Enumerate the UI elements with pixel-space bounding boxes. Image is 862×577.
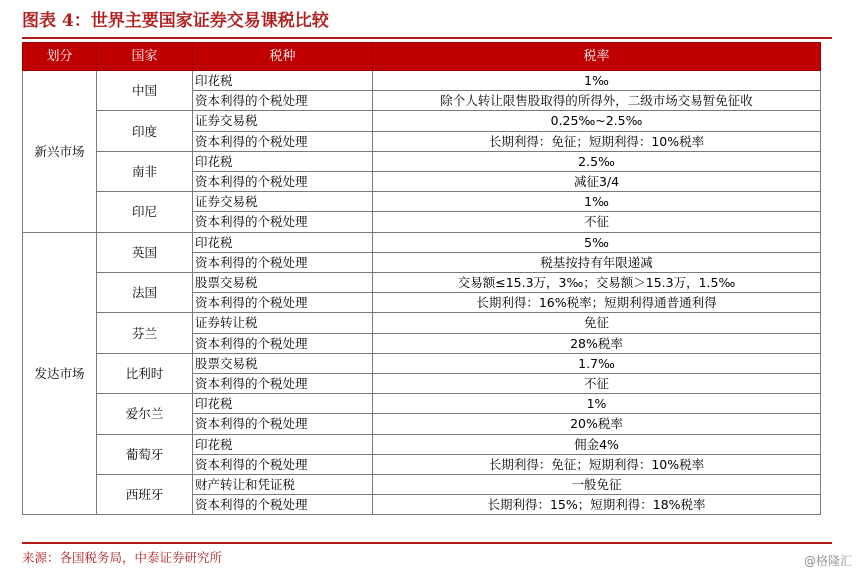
tax-type-cell: 财产转让和凭证税	[193, 475, 373, 495]
tax-type-cell: 资本利得的个税处理	[193, 91, 373, 111]
tax-type-cell: 印花税	[193, 232, 373, 252]
tax-rate-cell: 税基按持有年限递减	[373, 252, 821, 272]
tax-rate-cell: 长期利得：16%税率；短期利得通普通利得	[373, 293, 821, 313]
tax-rate-cell: 5‰	[373, 232, 821, 252]
table-row	[23, 273, 821, 293]
tax-type-cell: 资本利得的个税处理	[193, 172, 373, 192]
region-cell: 发达市场	[23, 232, 97, 515]
header-region: 划分	[23, 43, 97, 71]
title-rule	[22, 37, 832, 39]
tax-type-cell: 资本利得的个税处理	[193, 131, 373, 151]
tax-rate-cell: 20%税率	[373, 414, 821, 434]
footer-rule	[22, 542, 832, 544]
tax-type-cell: 印花税	[193, 71, 373, 91]
country-cell: 西班牙	[97, 475, 193, 515]
tax-type-cell: 印花税	[193, 151, 373, 171]
table-row	[23, 232, 821, 252]
table-row	[23, 394, 821, 414]
tax-type-cell: 股票交易税	[193, 273, 373, 293]
country-cell: 比利时	[97, 353, 193, 393]
tax-rate-cell: 除个人转让限售股取得的所得外，二级市场交易暂免征收	[373, 91, 821, 111]
tax-rate-cell: 1%	[373, 394, 821, 414]
tax-rate-cell: 交易额≤15.3万，3‰；交易额＞15.3万，1.5‰	[373, 273, 821, 293]
table-row	[23, 192, 821, 212]
table-row	[23, 313, 821, 333]
header-tax-rate: 税率	[373, 43, 821, 71]
tax-rate-cell: 1.7‰	[373, 353, 821, 373]
tax-type-cell: 资本利得的个税处理	[193, 495, 373, 515]
tax-type-cell: 证券交易税	[193, 192, 373, 212]
table-row	[23, 434, 821, 454]
tax-rate-cell: 减征3/4	[373, 172, 821, 192]
header-country: 国家	[97, 43, 193, 71]
table-header-row	[23, 43, 821, 71]
tax-rate-cell: 长期利得：免征；短期利得：10%税率	[373, 454, 821, 474]
tax-rate-cell: 不征	[373, 212, 821, 232]
country-cell: 爱尔兰	[97, 394, 193, 434]
tax-rate-cell: 0.25‰~2.5‰	[373, 111, 821, 131]
country-cell: 法国	[97, 273, 193, 313]
tax-type-cell: 资本利得的个税处理	[193, 374, 373, 394]
tax-rate-cell: 一般免征	[373, 475, 821, 495]
table-row	[23, 111, 821, 131]
country-cell: 英国	[97, 232, 193, 272]
tax-rate-cell: 1‰	[373, 71, 821, 91]
tax-rate-cell: 长期利得：免征；短期利得：10%税率	[373, 131, 821, 151]
tax-type-cell: 资本利得的个税处理	[193, 212, 373, 232]
table-row	[23, 71, 821, 91]
tax-type-cell: 资本利得的个税处理	[193, 293, 373, 313]
table-row	[23, 353, 821, 373]
country-cell: 葡萄牙	[97, 434, 193, 474]
figure-title: 图表 4：世界主要国家证券交易课税比较	[22, 11, 329, 31]
watermark: @格隆汇	[803, 554, 852, 568]
tax-type-cell: 资本利得的个税处理	[193, 252, 373, 272]
tax-type-cell: 证券转让税	[193, 313, 373, 333]
tax-type-cell: 资本利得的个税处理	[193, 414, 373, 434]
tax-rate-cell: 佣金4%	[373, 434, 821, 454]
header-tax-type: 税种	[193, 43, 373, 71]
tax-comparison-table	[22, 42, 821, 515]
tax-rate-cell: 不征	[373, 374, 821, 394]
tax-rate-cell: 长期利得：15%；短期利得：18%税率	[373, 495, 821, 515]
tax-type-cell: 印花税	[193, 394, 373, 414]
country-cell: 芬兰	[97, 313, 193, 353]
tax-rate-cell: 免征	[373, 313, 821, 333]
tax-type-cell: 资本利得的个税处理	[193, 333, 373, 353]
table-body	[23, 71, 821, 515]
tax-type-cell: 证券交易税	[193, 111, 373, 131]
country-cell: 印度	[97, 111, 193, 151]
tax-type-cell: 股票交易税	[193, 353, 373, 373]
country-cell: 中国	[97, 71, 193, 111]
region-cell: 新兴市场	[23, 71, 97, 233]
tax-rate-cell: 28%税率	[373, 333, 821, 353]
table-row	[23, 475, 821, 495]
tax-rate-cell: 2.5‰	[373, 151, 821, 171]
tax-type-cell: 资本利得的个税处理	[193, 454, 373, 474]
source-note: 来源：各国税务局，中泰证券研究所	[22, 550, 223, 565]
table-row	[23, 151, 821, 171]
tax-type-cell: 印花税	[193, 434, 373, 454]
country-cell: 南非	[97, 151, 193, 191]
country-cell: 印尼	[97, 192, 193, 232]
tax-rate-cell: 1‰	[373, 192, 821, 212]
